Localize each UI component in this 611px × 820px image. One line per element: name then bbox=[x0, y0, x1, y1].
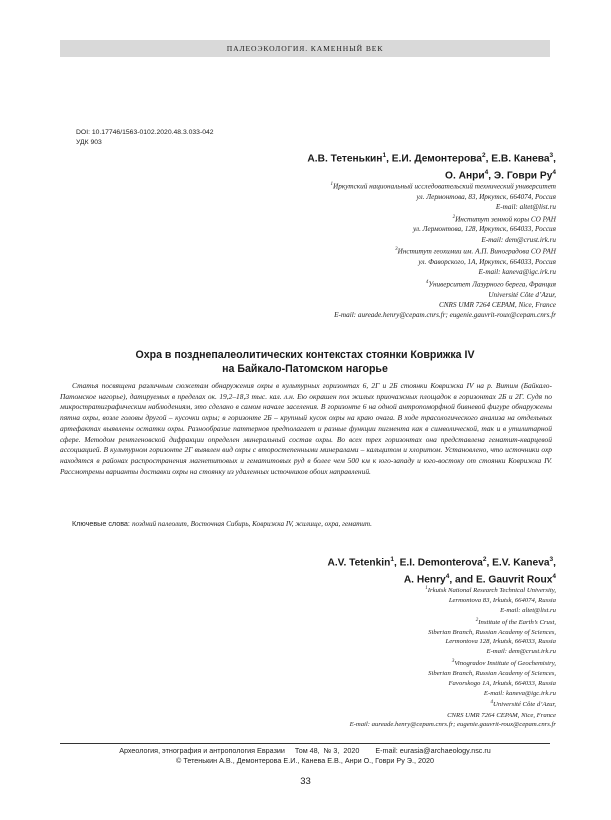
author-sup: 1 bbox=[390, 556, 394, 563]
ru-authors-line-1 bbox=[307, 149, 556, 166]
affiliation-sup: 4 bbox=[425, 279, 429, 285]
affiliation-line: $^1$Irkutsk National Research Technical University, bbox=[425, 586, 556, 595]
affiliation-line: $^3$Институт геохимии им. А.П. Виноградова СО РАН bbox=[395, 247, 556, 256]
affiliation-sup: 2 bbox=[452, 214, 456, 220]
author-sep: , bbox=[553, 153, 556, 165]
affiliation-sup: 1 bbox=[425, 586, 428, 591]
ru-authors bbox=[307, 149, 556, 184]
affiliation-email: E-mail: altet@list.ru bbox=[500, 606, 556, 614]
author-name: A.V. Tetenkin bbox=[327, 557, 391, 569]
affiliation-email: E-mail: dem@crust.irk.ru bbox=[481, 235, 556, 244]
journal-name: Археология, этнография и антропология Евразии bbox=[119, 746, 285, 755]
author-sup: 4 bbox=[552, 573, 556, 581]
affiliation-email: E-mail: kaneva@igc.irk.ru bbox=[478, 268, 556, 277]
keywords-label: Ключевые слова: bbox=[72, 519, 130, 528]
author-name: A. Henry bbox=[403, 574, 446, 586]
en-authors bbox=[327, 553, 556, 588]
author-sep: , and bbox=[449, 574, 476, 586]
author-sup: 4 bbox=[484, 169, 489, 177]
ru-affiliations bbox=[331, 180, 556, 321]
author-sep: , bbox=[486, 557, 493, 569]
udk: УДК 903 bbox=[76, 139, 102, 146]
author-name: Е.В. Канева bbox=[491, 153, 550, 165]
author-sup: 4 bbox=[552, 169, 556, 177]
affiliation-line: Lermontova 128, Irkutsk, 664033, Russia bbox=[445, 638, 556, 646]
article-meta bbox=[76, 128, 214, 148]
affiliation-line: Siberian Branch, Russian Academy of Sciences, bbox=[428, 628, 556, 636]
journal-year: 2020 bbox=[343, 746, 360, 755]
affiliation-line: CNRS UMR 7264 CEPAM, Nice, France bbox=[438, 301, 556, 310]
author-sep: , bbox=[393, 557, 400, 569]
section-title: ПАЛЕОЭКОЛОГИЯ. КАМЕННЫЙ ВЕК bbox=[226, 44, 384, 53]
affiliation-line: Lermontova 83, Irkutsk, 664074, Russia bbox=[448, 597, 556, 605]
affiliation-line: $^1$Иркутский национальный исследовательский технический университет bbox=[330, 182, 556, 191]
affiliation-sup: 3 bbox=[451, 659, 455, 665]
author-name: О. Анри bbox=[445, 170, 485, 182]
affiliation-line: $^2$Институт земной коры СО РАН bbox=[452, 214, 556, 223]
author-sep: , bbox=[553, 557, 556, 569]
author-name: E. Gauvrit Roux bbox=[475, 574, 553, 586]
affiliation-sup: 1 bbox=[330, 182, 334, 187]
affiliation-sup: 4 bbox=[490, 700, 494, 706]
affiliation-line: $^4$Университет Лазурного берега, Франция bbox=[425, 279, 556, 289]
abstract: Статья посвящена различным сюжетам обнаружения охры в культурных горизонтах 6, 2Г и 2Б стоянки Коврижка IV на р. Витим (Байкало-Патомское нагорье), датируемых в пределах ок. 19,2–18,3 тыс. кал. л.н. Ею окрашен пол жилых приочажных площадок в горизонтах 2Б и 2Г. Судя по микростратиграфическим наблюдениям, это сделано в самом начале заселения. В горизонте 6 на одной антропоморфной бивневой фигуре обнаружены пятна охры, возле головы другой – кусочки охры; в горизонте 2Б – крупный кусок охры на краю очага. В ходе трасологического анализа на отдельных артефактах выявлены остатки охры. Разнообразие паттернов предполагает и разные функции пигмента как в символической, так и в утилитарной сфере. Методом рентгеновской дифракции определен минеральный состав охры. Во всех трех горизонтах она представлена гематит-кварцевой ассоциацией. В культурном горизонте 2Г выявлен вид охры с второстепенными минералами – кальцитом и хлоритом. Установлено, что источники охр находятся в районах распространения магнетитовых и гематитовых руд в более чем 500 км к юго-западу и юго-востоку от стоянки Коврижка IV. Рассмотрены варианты доставки охры на стоянку из удаленных источников обоих направлений. bbox=[60, 381, 552, 476]
affiliation-line: $^3$Vinogradov Institute of Geochemistry, bbox=[451, 659, 556, 668]
author-sup: 3 bbox=[549, 152, 554, 159]
author-name: E.I. Demonterova bbox=[399, 557, 483, 569]
author-sep: , bbox=[485, 153, 492, 165]
keywords bbox=[72, 519, 552, 529]
affiliation-line: Siberian Branch, Russian Academy of Sciences, bbox=[428, 670, 556, 678]
affiliation-email: E-mail: altet@list.ru bbox=[495, 203, 556, 212]
affiliation-email: E-mail: aureade.henry@cepam.cnrs.fr; eugenie.gauvrit-roux@cepam.cnrs.fr bbox=[349, 721, 556, 729]
affiliation-line: ул. Лермонтова, 83, Иркутск, 664074, Россия bbox=[416, 192, 556, 201]
author-sup: 1 bbox=[382, 152, 387, 159]
article-title bbox=[60, 348, 550, 376]
en-affiliations bbox=[350, 584, 556, 730]
doi: DOI: 10.17746/1563-0102.2020.48.3.033-042 bbox=[76, 129, 214, 136]
author-sep: , bbox=[386, 153, 392, 165]
en-authors-line-1 bbox=[327, 553, 556, 570]
author-sup: 2 bbox=[481, 152, 486, 159]
section-header-band bbox=[60, 40, 550, 57]
affiliation-line: ул. Фаворского, 1А, Иркутск, 664033, Россия bbox=[418, 258, 556, 267]
affiliation-email: E-mail: dem@crust.irk.ru bbox=[486, 648, 556, 656]
affiliation-line: ул. Лермонтова, 128, Иркутск, 664033, Россия bbox=[412, 225, 556, 234]
affiliation-line: $^4$Université Côte d’Azur, bbox=[490, 700, 556, 709]
page-number: 33 bbox=[300, 776, 311, 787]
author-sup: 2 bbox=[482, 556, 487, 563]
footer-rule bbox=[60, 743, 550, 744]
journal-info bbox=[60, 746, 550, 756]
title-line-2: на Байкало-Патомском нагорье bbox=[222, 363, 388, 375]
affiliation-line: Université Côte d’Azur, bbox=[488, 290, 556, 299]
author-name: Е.И. Демонтерова bbox=[391, 153, 482, 165]
copyright: © Тетенькин А.В., Демонтерова Е.И., Канева Е.В., Анри О., Говри Ру Э., 2020 bbox=[176, 756, 434, 765]
author-name: E.V. Kaneva bbox=[492, 557, 550, 569]
affiliation-line: Favorskogo 1A, Irkutsk, 664033, Russia bbox=[448, 679, 556, 687]
author-sep: , bbox=[488, 170, 494, 182]
affiliation-email: E-mail: kaneva@igc.irk.ru bbox=[483, 689, 556, 697]
title-line-1: Охра в позднепалеолитических контекстах стоянки Коврижка IV bbox=[135, 349, 475, 361]
keywords-text: поздний палеолит, Восточная Сибирь, Коврижка IV, жилище, охра, гематит. bbox=[131, 520, 372, 528]
author-name: Э. Говри Ру bbox=[493, 170, 553, 182]
affiliation-line: CNRS UMR 7264 CEPAM, Nice, France bbox=[447, 711, 556, 719]
affiliation-sup: 2 bbox=[475, 617, 479, 623]
affiliation-sup: 3 bbox=[395, 247, 398, 253]
journal-email: E-mail: eurasia@archaeology.nsc.ru bbox=[375, 746, 491, 755]
affiliation-line: $^2$Institute of the Earth’s Crust, bbox=[475, 617, 556, 626]
affiliation-email: E-mail: aureade.henry@cepam.cnrs.fr; eugenie.gauvrit-roux@cepam.cnrs.fr bbox=[334, 311, 556, 320]
author-sup: 4 bbox=[445, 573, 450, 581]
author-name: А.В. Тетенькин bbox=[307, 153, 383, 165]
journal-volume: Том 48, bbox=[294, 746, 320, 755]
journal-issue: № 3, bbox=[323, 746, 340, 755]
author-sup: 3 bbox=[549, 556, 554, 563]
